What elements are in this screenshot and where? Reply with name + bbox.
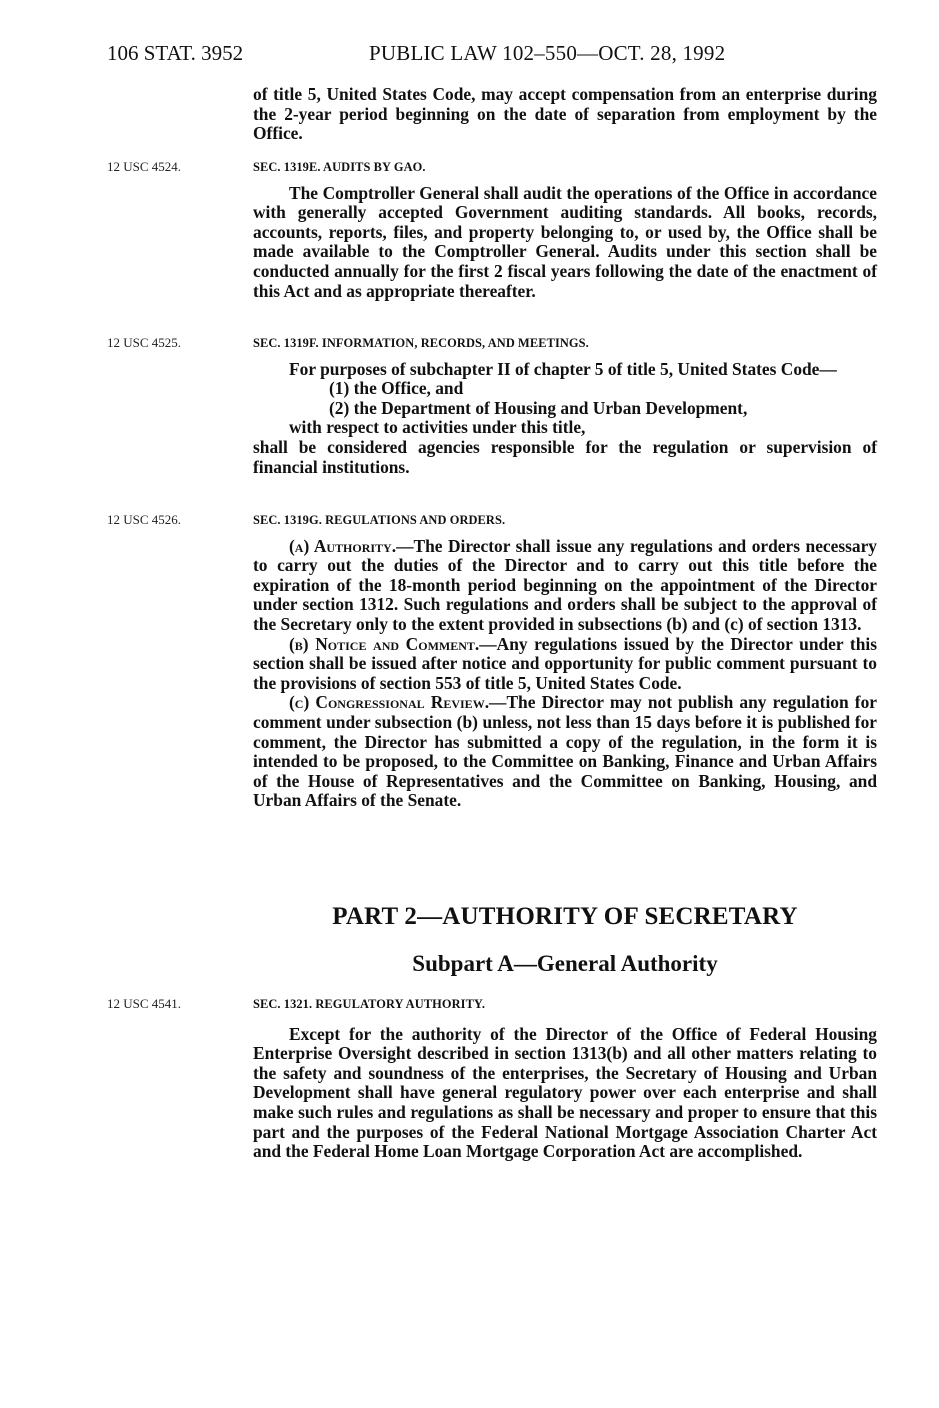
subsection-b-text: —Any regulations issued by the Director under this section shall be issued after notice and opportunity for public comment pursuant to the provisions of section 553 of title 5, United States Code.	[253, 633, 877, 693]
subsection-a-label: (a) Authority.	[289, 535, 397, 556]
section-heading: SEC. 1319E. AUDITS BY GAO.	[253, 160, 426, 174]
subsection-a-text: —The Director shall issue any regulations and orders necessary to carry out the duties of the Director and to carry out this title before the expiration of the 18-month period beginning on the appointment of the Director under section 1312. Such regulations and orders shall be subject to the approval of the Secretary only to the extent provided in subsections (b) and (c) of section 1313.	[253, 535, 878, 634]
subsection-b-label: (b) Notice and Comment.	[289, 633, 480, 654]
section-heading: SEC. 1319F. INFORMATION, RECORDS, AND MEETINGS.	[253, 336, 589, 350]
section-tail: shall be considered agencies responsible for the regulation or supervision of financial institutions.	[253, 436, 877, 477]
subpart-heading: Subpart A—General Authority	[412, 951, 718, 976]
section-1319g	[253, 511, 877, 811]
section-1319e	[253, 158, 877, 301]
list-item-continuation: with respect to activities under this title,	[289, 417, 586, 438]
law-citation: PUBLIC LAW 102–550—OCT. 28, 1992	[369, 41, 726, 65]
agency-list	[253, 379, 877, 438]
margin-note-usc-4524: 12 USC 4524.	[107, 159, 182, 174]
list-item: (2) the Department of Housing and Urban Development,	[329, 397, 748, 418]
intro-paragraph-block	[253, 85, 877, 144]
section-lead: For purposes of subchapter II of chapter 5 of title 5, United States Code—	[289, 358, 837, 379]
section-1319f	[253, 334, 877, 477]
section-text: Except for the authority of the Director of the Office of Federal Housing Enterprise Oversight described in section 1313(b) and all other matters relating to the safety and soundness of the enterprises, the Secretary of Housing and Urban Development shall have general regulatory power over each enterprise and shall make such rules and regulations as shall be necessary and proper to ensure that this part and the purposes of the Federal National Mortgage Association Charter Act and the Federal Home Loan Mortgage Corporation Act are accomplished.	[253, 1023, 877, 1162]
section-heading: SEC. 1319G. REGULATIONS AND ORDERS.	[253, 513, 506, 527]
margin-note-usc-4526: 12 USC 4526.	[107, 512, 182, 527]
subsection-a	[253, 537, 877, 635]
part-heading: PART 2—AUTHORITY OF SECRETARY	[332, 903, 798, 930]
section-heading: SEC. 1321. REGULATORY AUTHORITY.	[253, 997, 486, 1011]
list-item: (1) the Office, and	[329, 378, 464, 399]
subsection-c	[253, 693, 877, 811]
subsection-c-text: —The Director may not publish any regulation for comment under subsection (b) unless, not less than 15 days before it is published for comment, the Director has submitted a copy of the regulation, in the form it is intended to be proposed, to the Committee on Banking, Finance and Urban Affairs of the House of Representatives and the Committee on Banking, Housing, and Urban Affairs of the Senate.	[253, 692, 877, 811]
section-1321	[253, 995, 877, 1162]
margin-note-usc-4525: 12 USC 4525.	[107, 335, 182, 350]
section-text: The Comptroller General shall audit the operations of the Office in accordance with generally accepted Government auditing standards. All books, records, accounts, reports, files, and property belonging to, or used by, the Office shall be made available to the Comptroller General. Audits under this section shall be conducted annually for the first 2 fiscal years following the date of the enactment of this Act and as appropriate thereafter.	[253, 182, 877, 301]
subsection-b	[253, 635, 877, 694]
subsection-c-label: (c) Congressional Review.	[289, 692, 490, 713]
running-header	[107, 41, 879, 71]
stat-page-number: 106 STAT. 3952	[107, 41, 244, 65]
intro-paragraph: of title 5, United States Code, may accept compensation from an enterprise during the 2-year period beginning on the date of separation from employment by the Office.	[253, 84, 877, 144]
margin-note-usc-4541: 12 USC 4541.	[107, 996, 182, 1011]
